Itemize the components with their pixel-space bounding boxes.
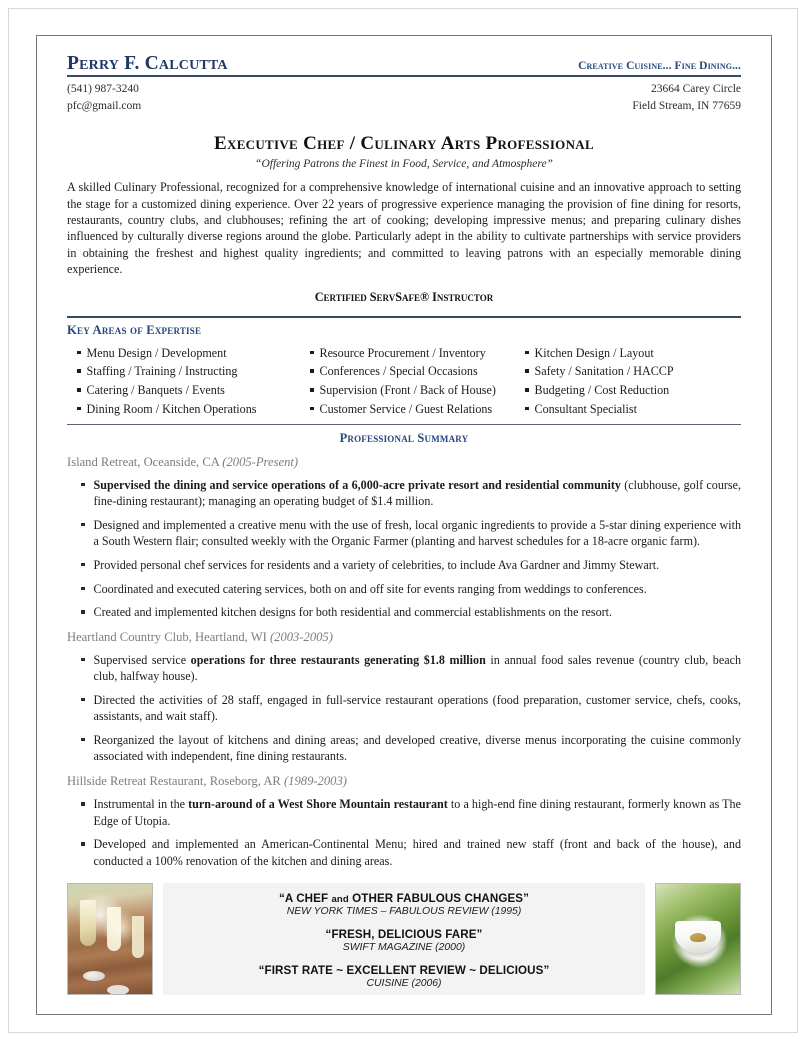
bullet-item: [67, 517, 741, 550]
profile-paragraph: A skilled Culinary Professional, recognized for a comprehensive knowledge of international cuisine and an innovative approach to setting the stage for a customized dining experience. Over 22 years of progressive experience managing the provision of fine dining for resorts, restaurants, country clubs, and clubhouses; refining the art of cooking; developing impressive menus; and preparing culinary dishes influenced by culturally diverse regions around the globe. Particularly adept in the ability to cultivate partnerships with service providers in obtaining the freshest and highest quality ingredients; and committed to leaving patrons with an especially memorable dining experience.: [67, 180, 741, 277]
email-address[interactable]: pfc@gmail.com: [67, 99, 142, 112]
bullet-square-icon: [525, 351, 529, 355]
list-item: [525, 400, 741, 419]
employer-name: Heartland Country Club, Heartland, WI: [67, 629, 270, 644]
expertise-label: Supervision (Front / Back of House): [319, 383, 496, 398]
bullet-square-icon: [310, 388, 314, 392]
bullet-text: Coordinated and executed catering services, both on and off site for events ranging from weddings to conferences.: [93, 581, 647, 596]
list-item: [310, 400, 525, 419]
list-item: [310, 344, 525, 363]
expertise-label: Menu Design / Development: [86, 345, 227, 360]
bullet-text: Designed and implemented a creative menu with the use of fresh, local organic ingredients to provide a 5-star dining experience with a South Western flair; consulted weekly with the Organic Farmer (planting and harvest schedules for a 18-acre organic farm).: [93, 517, 741, 549]
section-heading-professional-summary: Professional Summary: [339, 430, 469, 445]
header-tagline: Creative Cuisine... Fine Dining...: [578, 60, 741, 73]
expertise-label: Kitchen Design / Layout: [534, 345, 654, 360]
quote-headline: “A CHEF and OTHER FABULOUS CHANGES”: [278, 892, 530, 906]
bullet-square-icon: [525, 369, 529, 373]
spacer: [171, 917, 637, 928]
bullet-item: [67, 836, 741, 869]
expertise-label: Safety / Sanitation / HACCP: [534, 364, 674, 379]
bullet-square-icon: [310, 351, 314, 355]
bullet-square-icon: [310, 369, 314, 373]
bullet-text: Supervised the dining and service operations of a 6,000-acre private resort and residential community (clubhouse, golf course, fine-dining restaurant); managing an operating budget of $1.4 million.: [93, 477, 741, 509]
expertise-label: Dining Room / Kitchen Operations: [86, 401, 257, 416]
bullet-text: Developed and implemented an American-Continental Menu; hired and trained new staff (front and back of the house), and conducted a 100% renovation of the kitchen and dining areas.: [93, 837, 741, 868]
job-heading: [67, 774, 741, 789]
bullet-item: [67, 796, 741, 829]
quote-source: NEW YORK TIMES – FABULOUS REVIEW (1995): [286, 906, 522, 918]
quote-headline: “FIRST RATE ~ EXCELLENT REVIEW ~ DELICIOUS”: [258, 964, 550, 978]
expertise-label: Catering / Banquets / Events: [86, 383, 225, 398]
bullet-square-icon: [81, 802, 85, 806]
bullet-square-icon: [81, 698, 85, 702]
contact-block: [67, 81, 741, 114]
resume-page: [36, 35, 772, 1015]
certification-line: Certified ServSafe® Instructor: [314, 289, 494, 304]
bullet-item: [67, 732, 741, 765]
document-outer-frame: [8, 8, 798, 1033]
bullet-text: Supervised service operations for three restaurants generating $1.8 million in annual food sales revenue (country club, beach club, halfway house).: [93, 652, 741, 684]
address-line-2: Field Stream, IN 77659: [632, 99, 741, 112]
list-item: [525, 381, 741, 400]
bullet-square-icon: [81, 842, 85, 846]
bullet-square-icon: [81, 587, 85, 591]
divider-above-expertise: [67, 316, 741, 318]
bullet-square-icon: [81, 658, 85, 662]
bullet-text: Directed the activities of 28 staff, engaged in full-service restaurant operations (food preparation, customer service, chefs, cooks, assistants, and wait staff).: [93, 692, 741, 724]
bullet-square-icon: [525, 388, 529, 392]
bullet-text: Provided personal chef services for residents and a variety of celebrities, to include Ava Gardner and Jimmy Stewart.: [93, 557, 660, 572]
bullet-square-icon: [77, 388, 81, 392]
plated-soup-photo: [655, 883, 741, 995]
employer-name: Hillside Retreat Restaurant, Roseborg, AR: [67, 774, 284, 788]
quote-source: SWIFT MAGAZINE (2000): [342, 942, 466, 954]
list-item: [77, 381, 310, 400]
expertise-label: Resource Procurement / Inventory: [319, 345, 486, 360]
list-item: [525, 362, 741, 381]
expertise-label: Budgeting / Cost Reduction: [534, 383, 670, 398]
quote-headline: “FRESH, DELICIOUS FARE”: [325, 928, 483, 942]
bullet-item: [67, 477, 741, 510]
bullet-square-icon: [81, 483, 85, 487]
expertise-label: Staffing / Training / Instructing: [86, 364, 238, 379]
bullet-text: Reorganized the layout of kitchens and dining areas; and developed creative, diverse menus incorporating the cuisine commonly associated with independent, fine dining restaurants.: [93, 732, 741, 764]
list-item: [77, 362, 310, 381]
spacer: [171, 953, 637, 964]
testimonials-section: [67, 883, 741, 995]
list-item: [77, 400, 310, 419]
bullet-text: Instrumental in the turn-around of a West Shore Mountain restaurant to a high-end fine dining restaurant, formerly known as The Edge of Utopia.: [93, 797, 741, 828]
expertise-column-3: [525, 344, 741, 419]
list-item: [310, 362, 525, 381]
contact-right: [632, 81, 741, 114]
bullet-square-icon: [81, 610, 85, 614]
quote-source: CUISINE (2006): [366, 978, 442, 990]
expertise-column-1: [77, 344, 310, 419]
list-item: [310, 381, 525, 400]
expertise-label: Customer Service / Guest Relations: [319, 401, 493, 416]
candidate-name: Perry F. Calcutta: [67, 53, 228, 74]
bullet-square-icon: [77, 369, 81, 373]
contact-left: [67, 81, 141, 114]
phone-number: (541) 987-3240: [67, 83, 139, 96]
employment-dates: (1989-2003): [283, 774, 347, 788]
divider-below-expertise: [67, 424, 741, 425]
employer-name: Island Retreat, Oceanside, CA: [67, 454, 223, 469]
bullet-square-icon: [81, 563, 85, 567]
bullet-square-icon: [81, 738, 85, 742]
bullet-square-icon: [525, 407, 529, 411]
list-item: [525, 344, 741, 363]
job-heading: [67, 455, 741, 470]
expertise-column-2: [310, 344, 525, 419]
expertise-label: Conferences / Special Occasions: [319, 364, 478, 379]
address-line-1: 23664 Carey Circle: [650, 83, 741, 96]
bullet-item: [67, 692, 741, 725]
page-subtitle: “Offering Patrons the Finest in Food, Service, and Atmosphere”: [255, 158, 553, 171]
bullet-item: [67, 557, 741, 574]
bullet-square-icon: [81, 523, 85, 527]
press-quotes-panel: [163, 883, 645, 995]
bullet-item: [67, 581, 741, 598]
bullet-item: [67, 604, 741, 621]
bullet-text: Created and implemented kitchen designs for both residential and commercial establishments on the resort.: [93, 605, 613, 620]
job-heading: [67, 630, 741, 645]
employment-dates: (2005-Present): [222, 454, 299, 469]
appetizer-spoons-photo: [67, 883, 153, 995]
employment-dates: (2003-2005): [269, 629, 333, 644]
list-item: [77, 344, 310, 363]
bullet-square-icon: [77, 351, 81, 355]
page-title: Executive Chef / Culinary Arts Professional: [214, 133, 594, 155]
bullet-square-icon: [310, 407, 314, 411]
expertise-grid: [67, 344, 741, 419]
bullet-item: [67, 652, 741, 685]
expertise-label: Consultant Specialist: [534, 401, 637, 416]
section-heading-expertise: Key Areas of Expertise: [67, 322, 202, 337]
resume-header: [67, 54, 741, 77]
bullet-square-icon: [77, 407, 81, 411]
